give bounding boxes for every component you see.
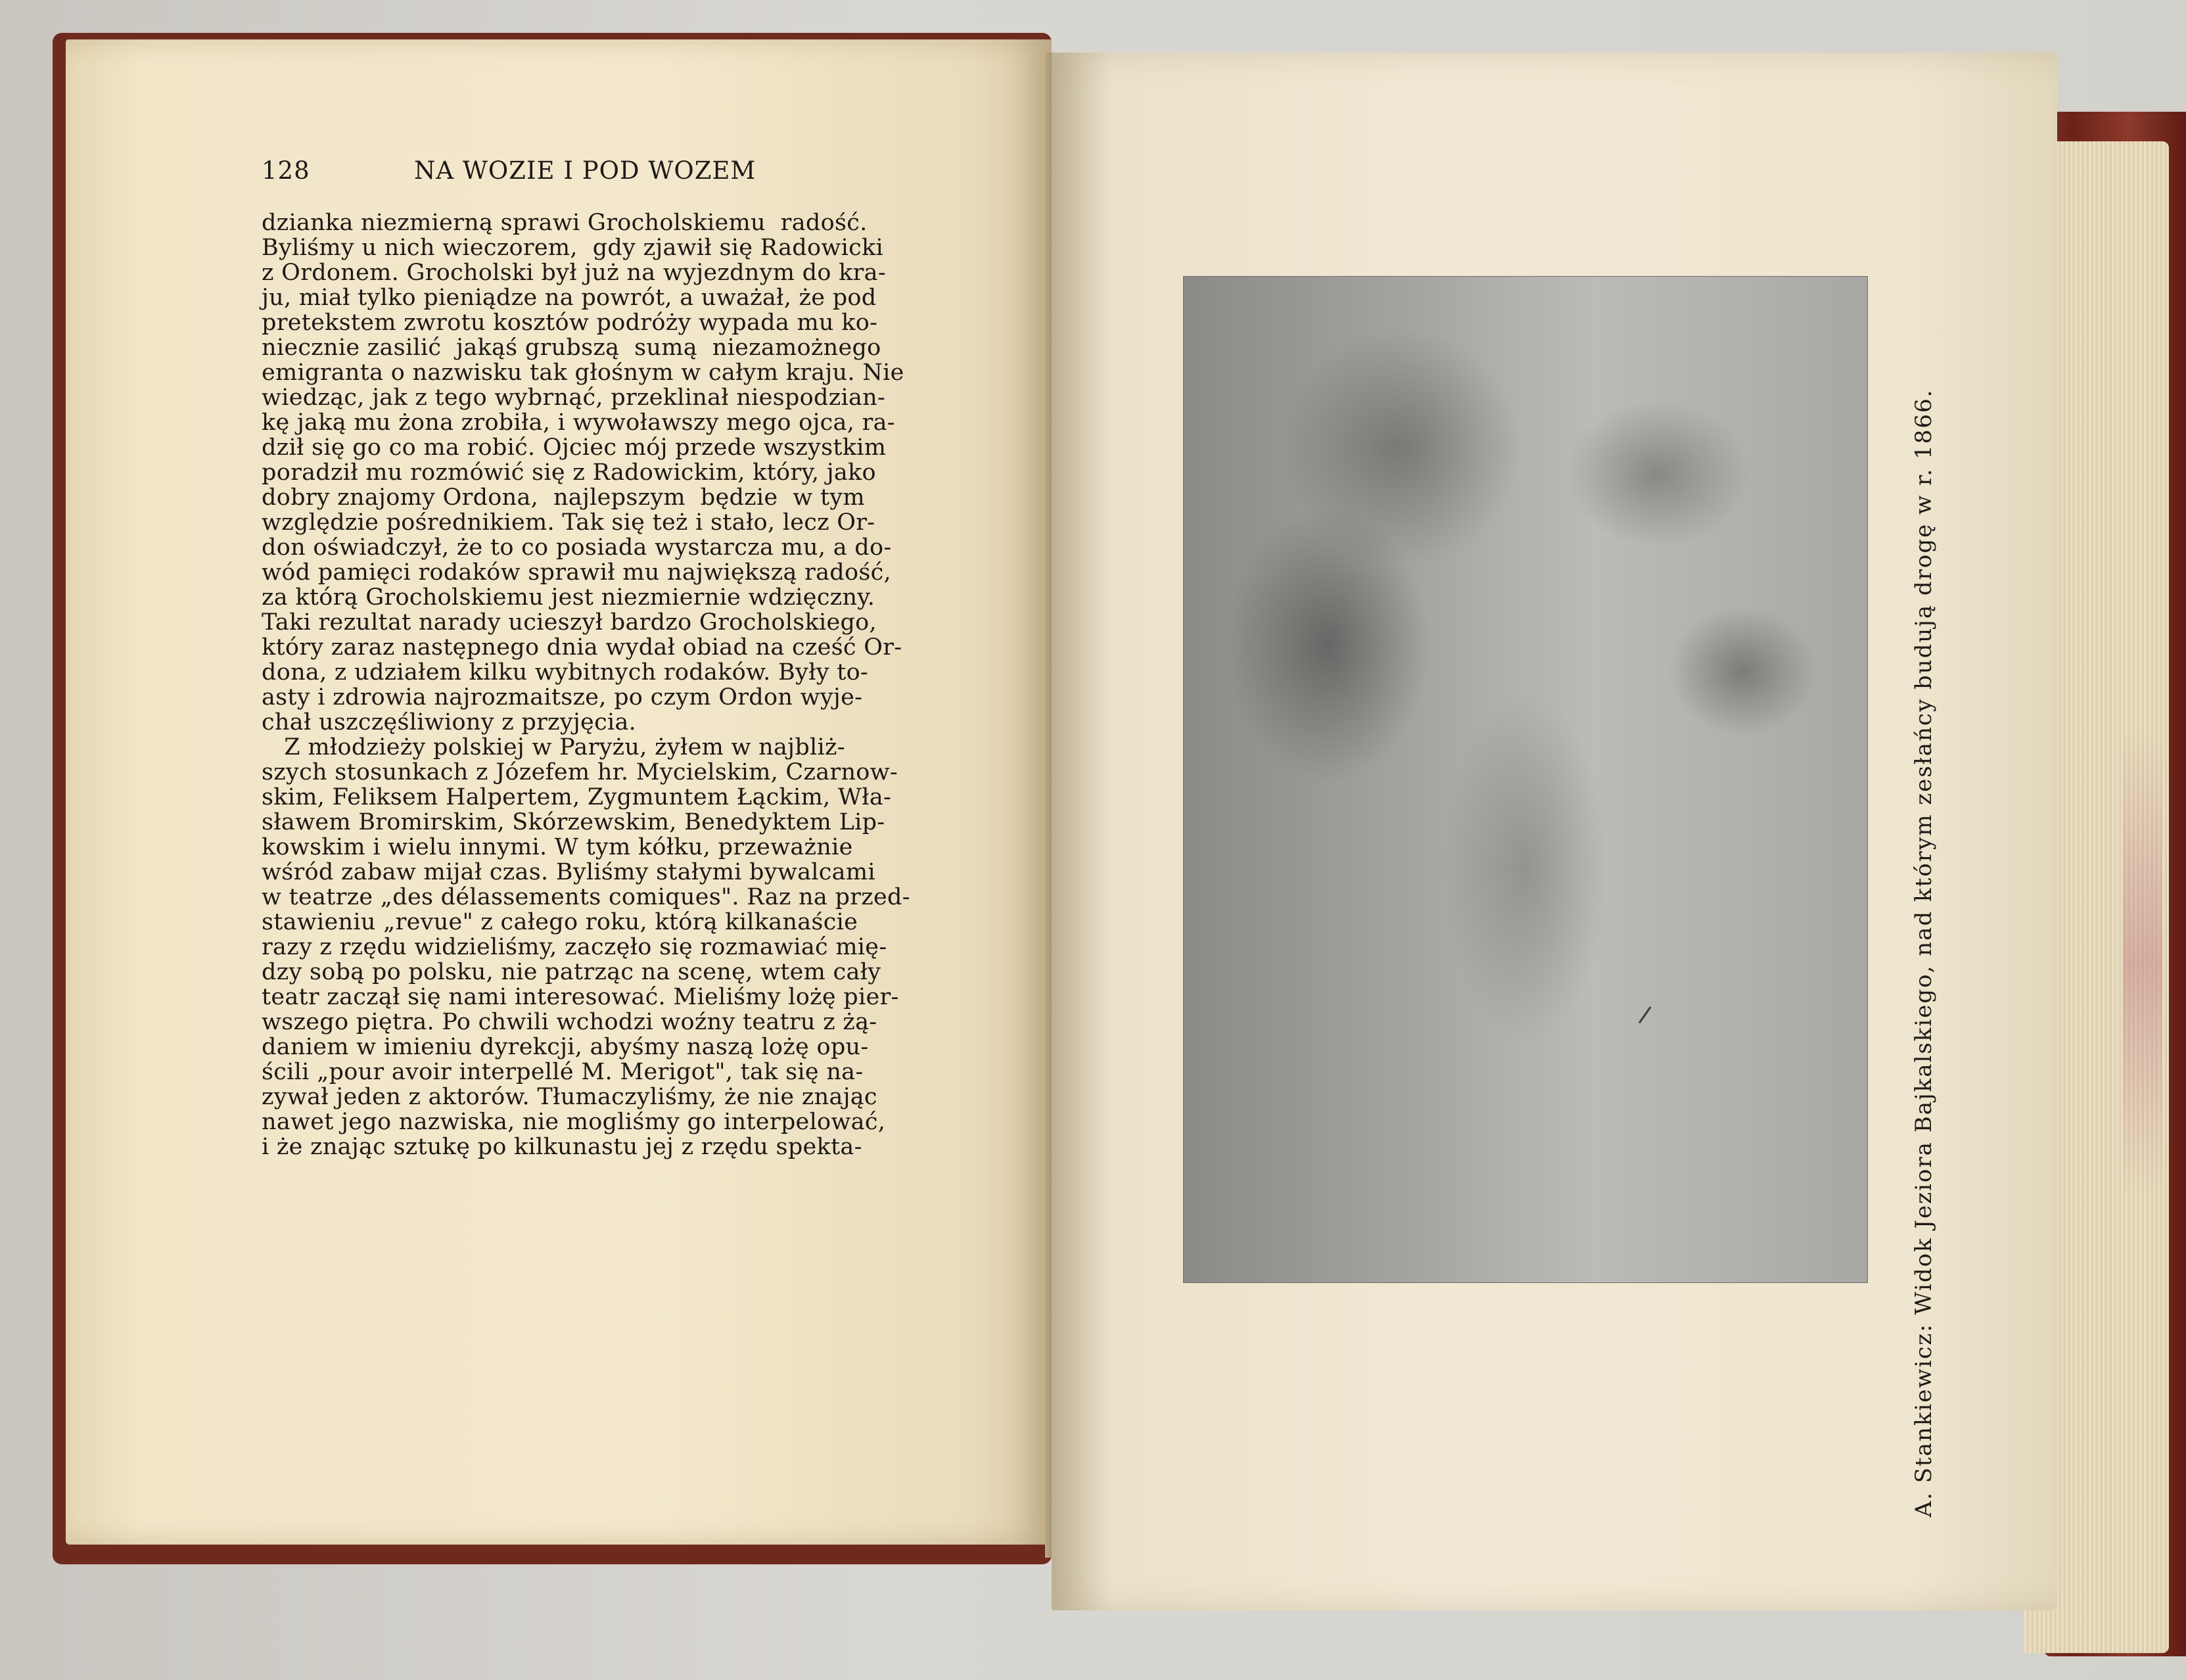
- text-line: chał uszczęśliwiony z przyjęcia.: [262, 709, 637, 735]
- text-line: asty i zdrowia najrozmaitsze, po czym Ordon wyje-: [262, 684, 863, 711]
- illustration-plate: [1183, 276, 1868, 1283]
- text-line: Byliśmy u nich wieczorem, gdy zjawił się Radowicki: [262, 235, 884, 261]
- text-line: wiedząc, jak z tego wybrnąć, przeklinał niespodzian-: [262, 385, 886, 411]
- text-line: niecznie zasilić jakąś grubszą sumą niezamożnego: [262, 335, 881, 361]
- text-line: dobry znajomy Ordona, najlepszym będzie w tym: [262, 484, 865, 511]
- text-line: wśród zabaw mijał czas. Byliśmy stałymi bywalcami: [262, 859, 875, 885]
- text-line: Taki rezultat narady ucieszył bardzo Grocholskiego,: [262, 609, 877, 636]
- text-line: szych stosunkach z Józefem hr. Mycielskim, Czarnow-: [262, 759, 898, 785]
- text-line: który zaraz następnego dnia wydał obiad na cześć Or-: [262, 634, 902, 661]
- text-line: i że znając sztukę po kilkunastu jej z rzędu spekta-: [262, 1134, 862, 1160]
- page-number: 128: [262, 156, 310, 185]
- text-line: kę jaką mu żona zrobiła, i wywoławszy mego ojca, ra-: [262, 409, 895, 436]
- text-line: skim, Feliksem Halpertem, Zygmuntem Łąckim, Wła-: [262, 784, 892, 810]
- text-line: dzianka niezmierną sprawi Grocholskiemu radość.: [262, 210, 868, 236]
- text-line: ścili „pour avoir interpellé M. Merigot", tak się na-: [262, 1059, 864, 1085]
- text-line: dził się go co ma robić. Ojciec mój przede wszystkim: [262, 434, 887, 461]
- text-line: Z młodzieży polskiej w Paryżu, żyłem w najbliż-: [262, 734, 845, 760]
- text-line: dona, z udziałem kilku wybitnych rodaków. Były to-: [262, 659, 869, 686]
- text-line: stawieniu „revue" z całego roku, którą kilkanaście: [262, 909, 858, 935]
- text-line: z Ordonem. Grocholski był już na wyjezdnym do kra-: [262, 260, 886, 286]
- text-line: ju, miał tylko pieniądze na powrót, a uważał, że pod: [262, 285, 877, 311]
- text-line: za którą Grocholskiemu jest niezmiernie wdzięczny.: [262, 584, 875, 611]
- text-line: zywał jeden z aktorów. Tłumaczyliśmy, że nie znając: [262, 1084, 877, 1110]
- text-line: teatr zaczął się nami interesować. Mieliśmy lożę pier-: [262, 984, 899, 1010]
- text-line: wód pamięci rodaków sprawił mu największą radość,: [262, 559, 891, 586]
- text-line: emigranta o nazwisku tak głośnym w całym kraju. Nie: [262, 360, 904, 386]
- running-head: NA WOZIE I POD WOZEM: [414, 156, 756, 185]
- bird-mark: [1639, 1006, 1656, 1027]
- text-line: sławem Bromirskim, Skórzewskim, Benedyktem Lip-: [262, 809, 885, 835]
- text-line: razy z rzędu widzieliśmy, zaczęło się rozmawiać mię-: [262, 934, 887, 960]
- text-line: dzy sobą po polsku, nie patrząc na scenę, wtem cały: [262, 959, 881, 985]
- text-line: don oświadczył, że to co posiada wystarcza mu, a do-: [262, 534, 892, 561]
- text-line: względzie pośrednikiem. Tak się też i stało, lecz Or-: [262, 509, 875, 536]
- plate-caption: A. Stankiewicz: Widok Jeziora Bajkalskiego, nad którym zesłańcy budują drogę w r. 1866.: [1911, 388, 1937, 1518]
- text-line: kowskim i wielu innymi. W tym kółku, przeważnie: [262, 834, 853, 860]
- text-line: w teatrze „des délassements comiques". Raz na przed-: [262, 884, 910, 910]
- text-line: daniem w imieniu dyrekcji, abyśmy naszą lożę opu-: [262, 1034, 869, 1060]
- text-line: nawet jego nazwiska, nie mogliśmy go interpelować,: [262, 1109, 886, 1135]
- text-line: wszego piętra. Po chwili wchodzi woźny teatru z żą-: [262, 1009, 877, 1035]
- text-line: pretekstem zwrotu kosztów podróży wypada mu ko-: [262, 310, 878, 336]
- text-line: poradził mu rozmówić się z Radowickim, który, jako: [262, 459, 876, 486]
- body-text: [262, 210, 932, 1159]
